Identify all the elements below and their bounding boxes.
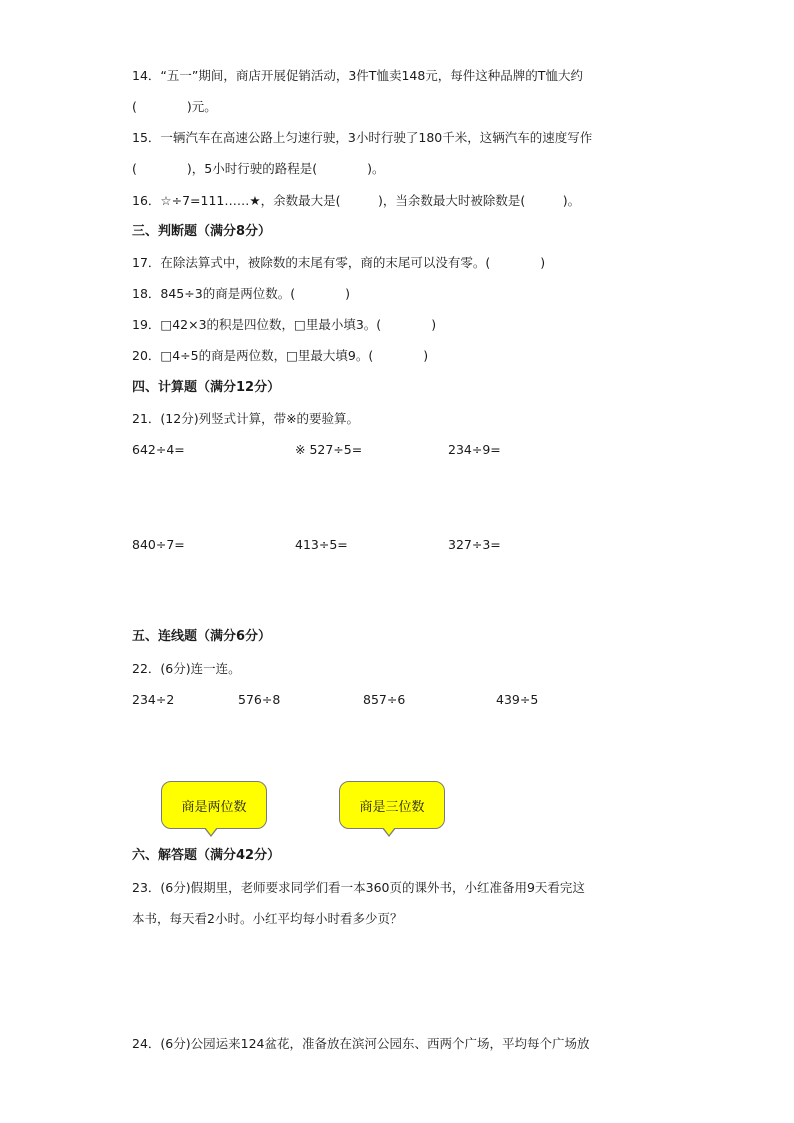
q23-line2: 本书，每天看2小时。小红平均每小时看多少页？ [132,911,403,926]
matching-expression[interactable]: 234÷2 [132,692,175,707]
matching-expression[interactable]: 439÷5 [496,692,539,707]
bubble-tail [204,828,218,837]
bubble-three-digit[interactable] [339,781,445,829]
question-22: 22．(6分)连一连。 [132,661,241,676]
q15-line1: 15．一辆汽车在高速公路上匀速行驶，3小时行驶了180千米，这辆汽车的速度写作 [132,130,593,145]
matching-expression[interactable]: 857÷6 [363,692,406,707]
q14-line1: 14．“五一”期间，商店开展促销活动，3件T恤卖148元，每件这种品牌的T恤大约 [132,68,583,83]
calc-item: 234÷9= [448,442,501,457]
calc-item: ※ 527÷5= [295,442,363,457]
calc-item: 642÷4= [132,442,185,457]
bubble-label: 商是两位数 [181,799,247,815]
section-6-title: 六、解答题（满分42分） [132,848,281,863]
question-16: 16．☆÷7=111……★，余数最大是( )，当余数最大时被除数是( )。 [132,193,581,208]
question-24: 24．(6分)公园运来124盆花，准备放在滨河公园东、西两个广场，平均每个广场放 [132,1036,590,1051]
calc-item: 327÷3= [448,537,501,552]
bubble-label: 商是三位数 [359,799,425,815]
question-19: 19．□42×3的积是四位数，□里最小填3。( ) [132,317,437,332]
question-18: 18．845÷3的商是两位数。( ) [132,286,350,301]
matching-expression[interactable]: 576÷8 [238,692,281,707]
calc-item: 413÷5= [295,537,348,552]
calc-item: 840÷7= [132,537,185,552]
bubble-tail [382,828,396,837]
q14-line2: ( )元。 [132,99,217,114]
bubble-two-digit[interactable] [161,781,267,829]
q15-line2: ( )，5小时行驶的路程是( )。 [132,161,385,176]
section-4-title: 四、计算题（满分12分） [132,380,281,395]
question-20: 20．□4÷5的商是两位数，□里最大填9。( ) [132,348,429,363]
section-3-title: 三、判断题（满分8分） [132,224,272,239]
question-17: 17．在除法算式中，被除数的末尾有零，商的末尾可以没有零。( ) [132,255,546,270]
question-21: 21．(12分)列竖式计算，带※的要验算。 [132,411,360,426]
section-5-title: 五、连线题（满分6分） [132,629,272,644]
q23-line1: 23．(6分)假期里，老师要求同学们看一本360页的课外书，小红准备用9天看完这 [132,880,585,895]
